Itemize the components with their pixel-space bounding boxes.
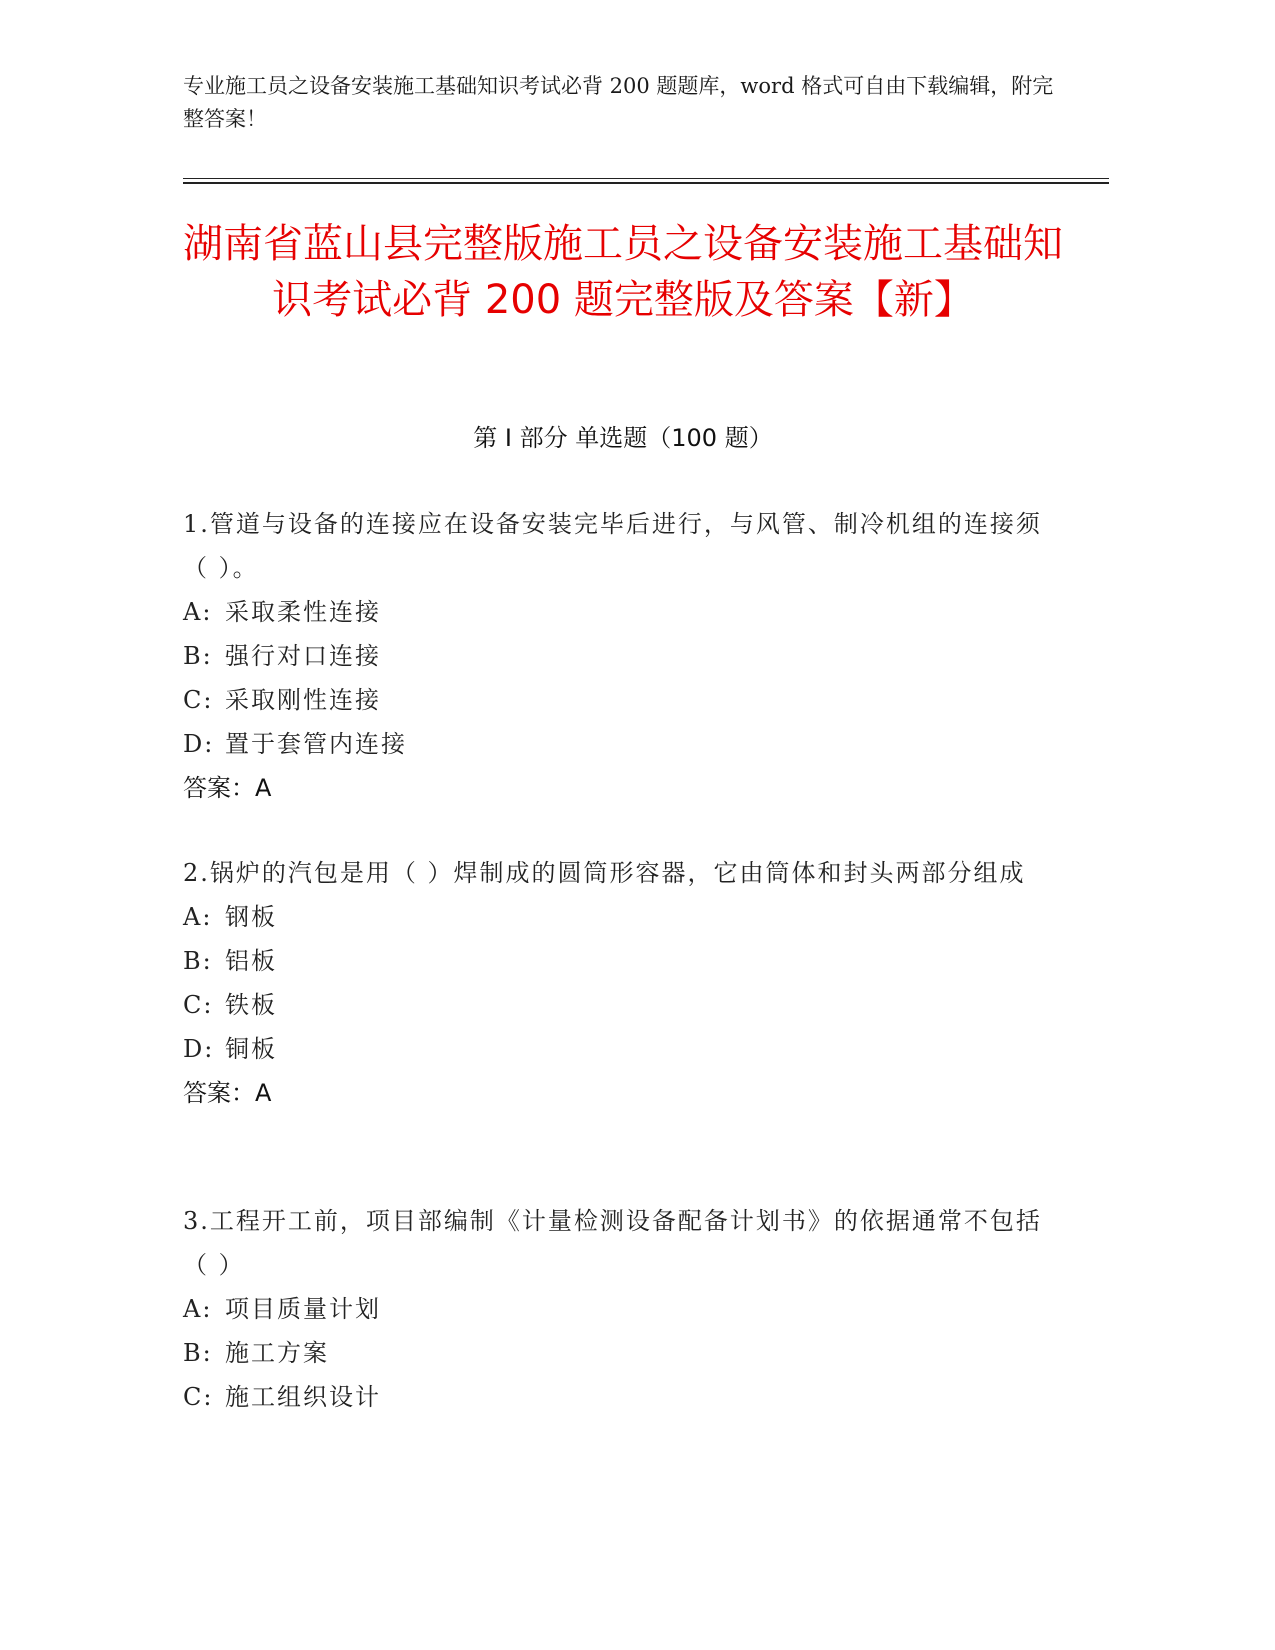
option-text: 项目质量计划 (225, 1295, 381, 1323)
option-c (183, 678, 1063, 722)
option-key: A: (183, 903, 213, 931)
question-2 (183, 851, 1063, 1115)
option-a (183, 895, 1063, 939)
option-text: 置于套管内连接 (225, 730, 407, 758)
option-key: C: (183, 1383, 214, 1411)
question-1 (183, 502, 1063, 810)
option-b (183, 939, 1063, 983)
option-key: A: (183, 598, 213, 626)
answer: 答案：A (183, 1079, 272, 1107)
question-text: 1.管道与设备的连接应在设备安装完毕后进行，与风管、制冷机组的连接须（ ）。 (183, 510, 1042, 582)
question-text: 3.工程开工前，项目部编制《计量检测设备配备计划书》的依据通常不包括（ ） (183, 1207, 1042, 1279)
option-key: A: (183, 1295, 213, 1323)
document-title: 湖南省蓝山县完整版施工员之设备安装施工基础知识考试必背 200 题完整版及答案【新】 (183, 221, 1063, 323)
option-c (183, 983, 1063, 1027)
option-text: 施工方案 (225, 1339, 329, 1367)
option-key: B: (183, 642, 213, 670)
answer: 答案：A (183, 774, 272, 802)
option-text: 钢板 (225, 903, 277, 931)
option-key: B: (183, 947, 213, 975)
option-key: D: (183, 1035, 215, 1063)
option-d (183, 1027, 1063, 1071)
option-text: 铁板 (225, 991, 277, 1019)
option-b (183, 634, 1063, 678)
header-note: 专业施工员之设备安装施工基础知识考试必背 200 题题库，word 格式可自由下载编辑，附完整答案！ (183, 74, 1054, 131)
option-text: 采取柔性连接 (225, 598, 381, 626)
option-c (183, 1375, 1063, 1419)
option-text: 铝板 (225, 947, 277, 975)
option-a (183, 590, 1063, 634)
option-key: D: (183, 730, 215, 758)
option-text: 采取刚性连接 (225, 686, 381, 714)
question-text: 2.锅炉的汽包是用（ ）焊制成的圆筒形容器，它由筒体和封头两部分组成 (183, 859, 1026, 887)
option-a (183, 1287, 1063, 1331)
option-b (183, 1331, 1063, 1375)
header-divider-thick (183, 182, 1109, 184)
section-title: 第 I 部分 单选题（100 题） (473, 424, 773, 452)
option-key: B: (183, 1339, 213, 1367)
question-3 (183, 1199, 1063, 1419)
option-text: 铜板 (225, 1035, 277, 1063)
option-text: 施工组织设计 (225, 1383, 381, 1411)
header-divider-thin (183, 178, 1109, 179)
option-d (183, 722, 1063, 766)
option-key: C: (183, 991, 214, 1019)
option-text: 强行对口连接 (225, 642, 381, 670)
option-key: C: (183, 686, 214, 714)
